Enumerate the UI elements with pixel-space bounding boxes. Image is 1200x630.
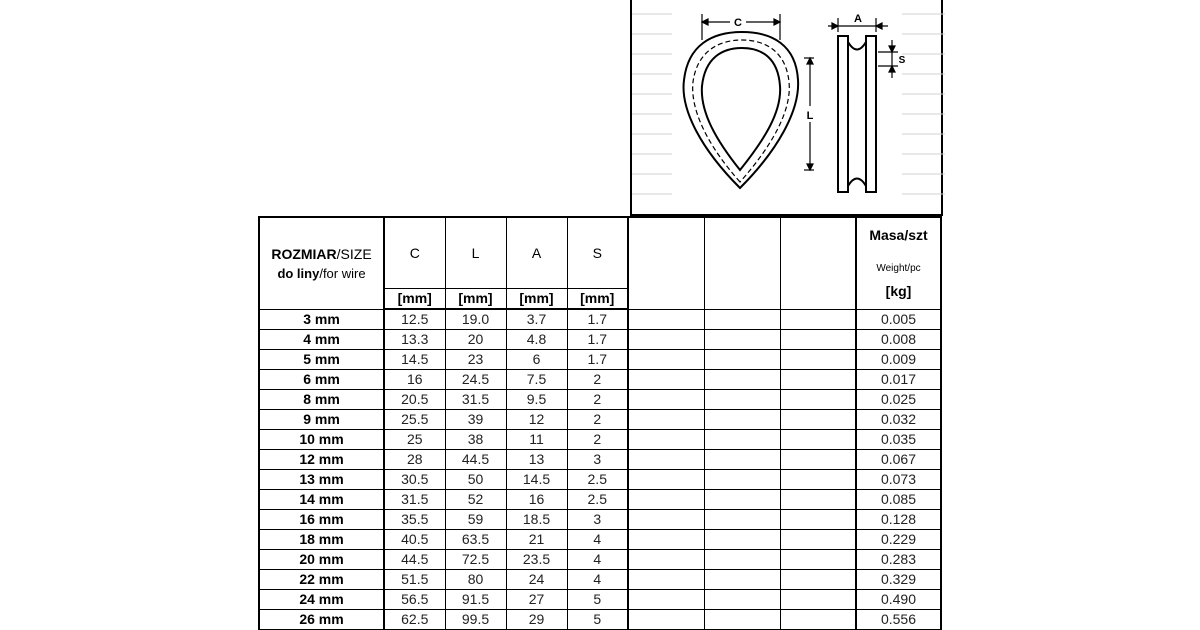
empty-cell bbox=[628, 410, 704, 430]
mass-cell: 0.025 bbox=[856, 390, 941, 410]
a-cell: 12 bbox=[506, 410, 567, 430]
empty-cell bbox=[780, 570, 856, 590]
l-cell: 63.5 bbox=[445, 530, 506, 550]
table-row bbox=[259, 309, 941, 330]
empty-cell bbox=[780, 309, 856, 330]
size-cell: 22 mm bbox=[259, 570, 384, 590]
l-cell: 44.5 bbox=[445, 450, 506, 470]
s-cell: 5 bbox=[567, 610, 628, 630]
a-cell: 7.5 bbox=[506, 370, 567, 390]
c-cell: 25.5 bbox=[384, 410, 445, 430]
c-cell: 56.5 bbox=[384, 590, 445, 610]
c-cell: 44.5 bbox=[384, 550, 445, 570]
c-cell: 28 bbox=[384, 450, 445, 470]
size-cell: 4 mm bbox=[259, 330, 384, 350]
mass-cell: 0.035 bbox=[856, 430, 941, 450]
c-cell: 25 bbox=[384, 430, 445, 450]
a-cell: 24 bbox=[506, 570, 567, 590]
empty-cell bbox=[628, 470, 704, 490]
empty-cell bbox=[780, 530, 856, 550]
table-row bbox=[259, 450, 941, 470]
s-cell: 5 bbox=[567, 590, 628, 610]
dim-label-a: A bbox=[854, 13, 862, 25]
c-cell: 51.5 bbox=[384, 570, 445, 590]
c-cell: 35.5 bbox=[384, 510, 445, 530]
table-row bbox=[259, 530, 941, 550]
empty-cell bbox=[628, 390, 704, 410]
mass-cell: 0.073 bbox=[856, 470, 941, 490]
mass-cell: 0.329 bbox=[856, 570, 941, 590]
table-body bbox=[259, 309, 941, 630]
c-cell: 31.5 bbox=[384, 490, 445, 510]
l-cell: 23 bbox=[445, 350, 506, 370]
s-cell: 4 bbox=[567, 550, 628, 570]
l-cell: 59 bbox=[445, 510, 506, 530]
empty-cell bbox=[628, 510, 704, 530]
unit-a: [mm] bbox=[506, 289, 567, 310]
empty-cell bbox=[628, 430, 704, 450]
empty-cell bbox=[704, 570, 780, 590]
empty-cell bbox=[780, 430, 856, 450]
size-cell: 9 mm bbox=[259, 410, 384, 430]
size-cell: 18 mm bbox=[259, 530, 384, 550]
mass-cell: 0.008 bbox=[856, 330, 941, 350]
empty-cell bbox=[704, 550, 780, 570]
dim-label-l: L bbox=[806, 110, 814, 122]
a-cell: 13 bbox=[506, 450, 567, 470]
c-cell: 12.5 bbox=[384, 309, 445, 330]
table-row bbox=[259, 610, 941, 630]
a-cell: 11 bbox=[506, 430, 567, 450]
l-cell: 24.5 bbox=[445, 370, 506, 390]
l-cell: 99.5 bbox=[445, 610, 506, 630]
empty-cell bbox=[780, 450, 856, 470]
empty-cell bbox=[704, 610, 780, 630]
l-cell: 19.0 bbox=[445, 309, 506, 330]
mass-cell: 0.067 bbox=[856, 450, 941, 470]
empty-cell bbox=[628, 530, 704, 550]
empty-cell bbox=[704, 490, 780, 510]
size-cell: 13 mm bbox=[259, 470, 384, 490]
a-cell: 9.5 bbox=[506, 390, 567, 410]
unit-s: [mm] bbox=[567, 289, 628, 310]
empty-cell bbox=[704, 430, 780, 450]
l-cell: 39 bbox=[445, 410, 506, 430]
empty-header-cell bbox=[628, 217, 704, 309]
table-row bbox=[259, 430, 941, 450]
col-header-c: C bbox=[384, 217, 445, 289]
size-cell: 5 mm bbox=[259, 350, 384, 370]
s-cell: 1.7 bbox=[567, 350, 628, 370]
s-cell: 1.7 bbox=[567, 330, 628, 350]
s-cell: 2 bbox=[567, 390, 628, 410]
thimble-diagram bbox=[630, 0, 943, 216]
empty-cell bbox=[628, 309, 704, 330]
mass-cell: 0.005 bbox=[856, 309, 941, 330]
col-header-l: L bbox=[445, 217, 506, 289]
table-row bbox=[259, 350, 941, 370]
mass-cell: 0.032 bbox=[856, 410, 941, 430]
size-header-bold: ROZMIAR bbox=[271, 245, 337, 262]
empty-cell bbox=[704, 510, 780, 530]
dim-label-s: S bbox=[898, 55, 906, 66]
mass-cell: 0.009 bbox=[856, 350, 941, 370]
a-cell: 27 bbox=[506, 590, 567, 610]
mass-header bbox=[856, 217, 941, 309]
a-cell: 3.7 bbox=[506, 309, 567, 330]
empty-cell bbox=[780, 350, 856, 370]
size-cell: 12 mm bbox=[259, 450, 384, 470]
thimble-spec-table bbox=[258, 216, 942, 630]
l-cell: 91.5 bbox=[445, 590, 506, 610]
mass-header-pl: Masa/szt bbox=[869, 226, 928, 243]
l-cell: 52 bbox=[445, 490, 506, 510]
c-cell: 13.3 bbox=[384, 330, 445, 350]
mass-cell: 0.128 bbox=[856, 510, 941, 530]
s-cell: 3 bbox=[567, 450, 628, 470]
table-row bbox=[259, 470, 941, 490]
empty-cell bbox=[780, 330, 856, 350]
s-cell: 2 bbox=[567, 370, 628, 390]
empty-cell bbox=[780, 370, 856, 390]
dim-label-c: C bbox=[734, 17, 742, 29]
l-cell: 20 bbox=[445, 330, 506, 350]
empty-cell bbox=[704, 450, 780, 470]
size-cell: 20 mm bbox=[259, 550, 384, 570]
wire-header-bold: do liny bbox=[277, 265, 320, 281]
c-cell: 14.5 bbox=[384, 350, 445, 370]
size-cell: 26 mm bbox=[259, 610, 384, 630]
size-cell: 14 mm bbox=[259, 490, 384, 510]
empty-header-cell bbox=[780, 217, 856, 309]
size-cell: 3 mm bbox=[259, 309, 384, 330]
empty-cell bbox=[704, 410, 780, 430]
l-cell: 31.5 bbox=[445, 390, 506, 410]
empty-cell bbox=[704, 330, 780, 350]
empty-cell bbox=[704, 309, 780, 330]
s-cell: 3 bbox=[567, 510, 628, 530]
s-cell: 4 bbox=[567, 570, 628, 590]
empty-cell bbox=[628, 610, 704, 630]
c-cell: 62.5 bbox=[384, 610, 445, 630]
empty-cell bbox=[780, 490, 856, 510]
table-row bbox=[259, 370, 941, 390]
empty-cell bbox=[704, 370, 780, 390]
empty-cell bbox=[628, 590, 704, 610]
size-cell: 10 mm bbox=[259, 430, 384, 450]
s-cell: 1.7 bbox=[567, 309, 628, 330]
empty-cell bbox=[704, 350, 780, 370]
col-header-a: A bbox=[506, 217, 567, 289]
c-cell: 30.5 bbox=[384, 470, 445, 490]
col-header-s: S bbox=[567, 217, 628, 289]
c-cell: 16 bbox=[384, 370, 445, 390]
empty-cell bbox=[780, 510, 856, 530]
mass-cell: 0.085 bbox=[856, 490, 941, 510]
thimble-front-view bbox=[684, 32, 799, 188]
unit-l: [mm] bbox=[445, 289, 506, 310]
table-row bbox=[259, 590, 941, 610]
a-cell: 29 bbox=[506, 610, 567, 630]
empty-cell bbox=[780, 470, 856, 490]
table-row bbox=[259, 510, 941, 530]
a-cell: 14.5 bbox=[506, 470, 567, 490]
table-row bbox=[259, 390, 941, 410]
empty-cell bbox=[704, 530, 780, 550]
c-cell: 20.5 bbox=[384, 390, 445, 410]
empty-header-cell bbox=[704, 217, 780, 309]
empty-cell bbox=[628, 450, 704, 470]
wire-header-normal: /for wire bbox=[319, 265, 366, 281]
empty-cell bbox=[780, 410, 856, 430]
thimble-side-view bbox=[838, 36, 876, 192]
a-cell: 6 bbox=[506, 350, 567, 370]
empty-cell bbox=[780, 390, 856, 410]
mass-unit: [kg] bbox=[885, 282, 912, 299]
a-cell: 23.5 bbox=[506, 550, 567, 570]
empty-cell bbox=[628, 350, 704, 370]
a-cell: 21 bbox=[506, 530, 567, 550]
s-cell: 2 bbox=[567, 430, 628, 450]
table-row bbox=[259, 330, 941, 350]
l-cell: 50 bbox=[445, 470, 506, 490]
mass-cell: 0.490 bbox=[856, 590, 941, 610]
thimble-drawing bbox=[632, 0, 945, 216]
empty-cell bbox=[780, 610, 856, 630]
empty-cell bbox=[628, 370, 704, 390]
a-cell: 18.5 bbox=[506, 510, 567, 530]
l-cell: 38 bbox=[445, 430, 506, 450]
empty-cell bbox=[628, 330, 704, 350]
l-cell: 80 bbox=[445, 570, 506, 590]
a-cell: 4.8 bbox=[506, 330, 567, 350]
table-row bbox=[259, 490, 941, 510]
mass-cell: 0.229 bbox=[856, 530, 941, 550]
size-cell: 6 mm bbox=[259, 370, 384, 390]
size-cell: 8 mm bbox=[259, 390, 384, 410]
empty-cell bbox=[704, 470, 780, 490]
empty-cell bbox=[628, 570, 704, 590]
mass-cell: 0.556 bbox=[856, 610, 941, 630]
s-cell: 2.5 bbox=[567, 470, 628, 490]
s-cell: 4 bbox=[567, 530, 628, 550]
empty-cell bbox=[780, 590, 856, 610]
size-header bbox=[259, 217, 384, 309]
empty-cell bbox=[628, 550, 704, 570]
empty-cell bbox=[628, 490, 704, 510]
a-cell: 16 bbox=[506, 490, 567, 510]
s-cell: 2 bbox=[567, 410, 628, 430]
mass-cell: 0.017 bbox=[856, 370, 941, 390]
table-row bbox=[259, 570, 941, 590]
table-row bbox=[259, 410, 941, 430]
c-cell: 40.5 bbox=[384, 530, 445, 550]
table-row bbox=[259, 550, 941, 570]
empty-cell bbox=[704, 590, 780, 610]
mass-cell: 0.283 bbox=[856, 550, 941, 570]
s-cell: 2.5 bbox=[567, 490, 628, 510]
size-cell: 16 mm bbox=[259, 510, 384, 530]
size-cell: 24 mm bbox=[259, 590, 384, 610]
size-header-normal: /SIZE bbox=[336, 245, 372, 262]
mass-header-en: Weight/pc bbox=[876, 262, 921, 274]
empty-cell bbox=[704, 390, 780, 410]
empty-cell bbox=[780, 550, 856, 570]
unit-c: [mm] bbox=[384, 289, 445, 310]
l-cell: 72.5 bbox=[445, 550, 506, 570]
